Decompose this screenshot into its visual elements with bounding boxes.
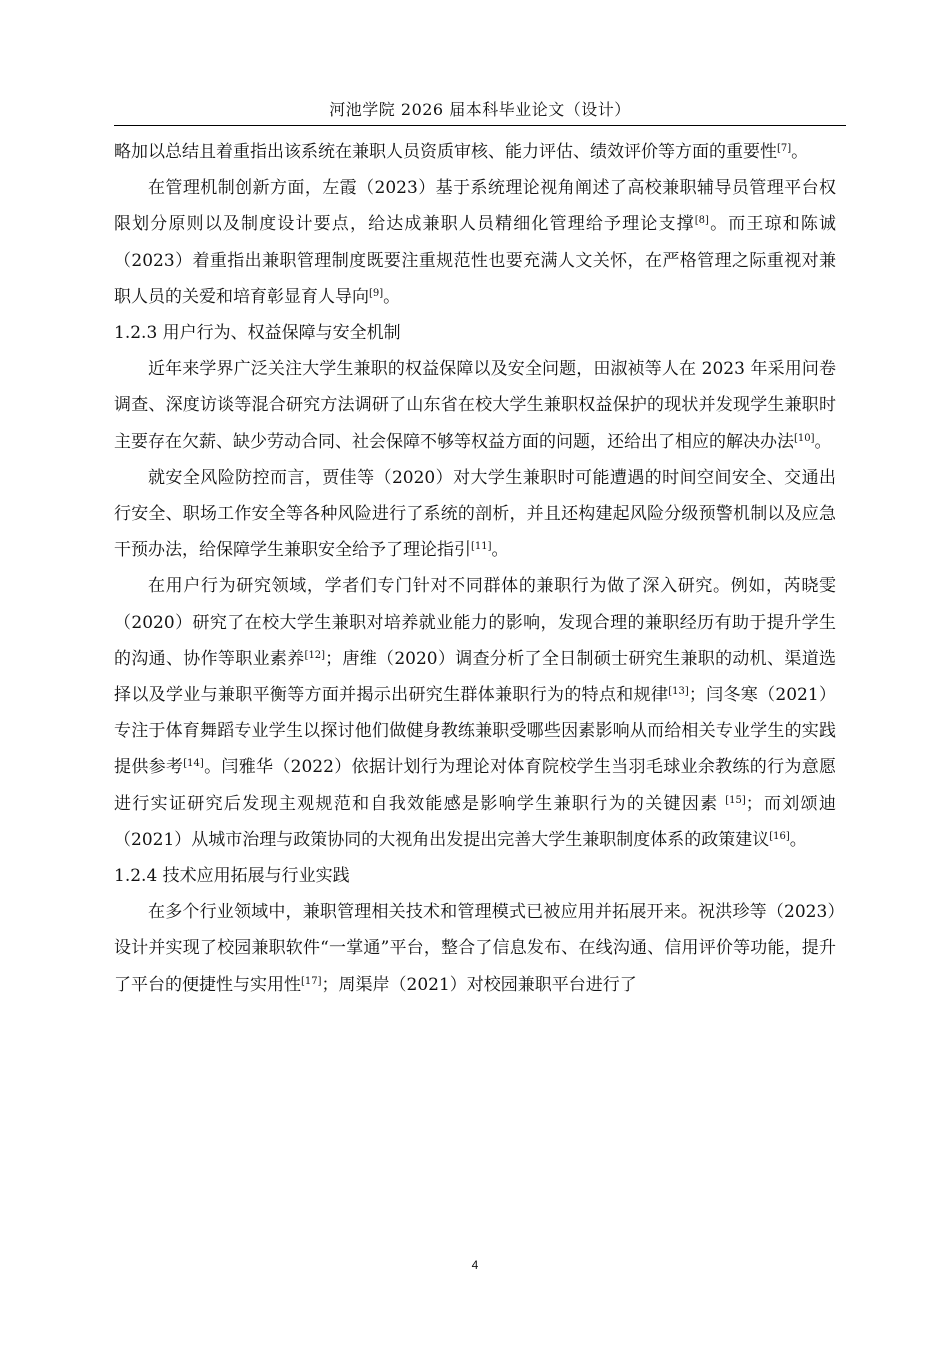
text-run: 。: [383, 286, 401, 307]
text-run: 在管理机制创新方面，左霞（2023）基于系统理论视角阐述了高校兼职辅导员管理平台权限划分原则以及制度设计要点，给达成兼职人员精细化管理给予理论支撑: [114, 178, 836, 235]
body-text: [114, 134, 836, 1003]
citation-marker: [16]: [769, 830, 790, 842]
page-header: 河池学院 2026 届本科毕业论文（设计）: [329, 100, 631, 119]
text-run: 在用户行为研究领域，学者们专门针对不同群体的兼职行为做了深入研究。例如，芮晓雯（2020）研究了在校大学生兼职对培养就业能力的影响，发现合理的兼职经历有助于提升学生的沟通、协作等职业素养: [114, 576, 836, 669]
body-paragraph: [114, 170, 836, 315]
text-run: 。而王琼和陈诚（2023）着重指出兼职管理制度既要注重规范性也要充满人文关怀，在严格管理之际重视对兼职人员的关爱和培育彰显育人导向: [114, 214, 836, 307]
citation-marker: [14]: [183, 758, 204, 770]
citation-marker: [13]: [668, 686, 689, 698]
text-run: 1.2.3 用户行为、权益保障与安全机制: [114, 323, 401, 344]
body-paragraph: [114, 460, 836, 569]
text-run: 。: [791, 142, 809, 162]
text-run: 。: [789, 829, 807, 850]
text-run: ；而刘颂迪（2021）从城市治理与政策协同的大视角出发提出完善大学生兼职制度体系的政策建议: [114, 793, 837, 850]
section-heading: [114, 858, 836, 894]
body-paragraph: [114, 351, 836, 460]
citation-marker: [10]: [794, 432, 815, 444]
citation-marker: [15]: [725, 794, 746, 806]
citation-marker: [11]: [471, 541, 492, 553]
section-heading: [114, 315, 836, 351]
text-run: 在多个行业领域中，兼职管理相关技术和管理模式已被应用并拓展开来。祝洪珍等（2023）设计并实现了校园兼职软件“一掌通”平台，整合了信息发布、在线沟通、信用评价等功能，提升了平台的便捷性与实用性: [114, 902, 836, 995]
text-run: 1.2.4 技术应用拓展与行业实践: [114, 866, 350, 887]
citation-marker: [9]: [369, 287, 384, 299]
citation-marker: [8]: [694, 215, 709, 227]
text-run: ；唐维（2020）调查分析了全日制硕士研究生兼职的动机、渠道选择以及学业与兼职平衡等方面并揭示出研究生群体兼职行为的特点和规律: [114, 648, 837, 706]
text-run: ；周渠岸（2021）对校园兼职平台进行了: [321, 974, 637, 995]
body-paragraph: [114, 134, 836, 170]
text-run: 近年来学界广泛关注大学生兼职的权益保障以及安全问题，田淑祯等人在 2023 年采用问卷调查、深度访谈等混合研究方法调研了山东省在校大学生兼职权益保护的现状并发现学生兼职时主要存在欠薪、缺少劳动合同、社会保障不够等权益方面的问题，还给出了相应的解决办法: [114, 359, 836, 452]
body-paragraph: [114, 568, 836, 858]
text-run: 就安全风险防控而言，贾佳等（2020）对大学生兼职时可能遭遇的时间空间安全、交通出行安全、职场工作安全等各种风险进行了系统的剖析，并且还构建起风险分级预警机制以及应急干预办法，给保障学生兼职安全给予了理论指引: [114, 467, 836, 561]
text-run: 。: [491, 540, 509, 561]
citation-marker: [7]: [777, 143, 792, 154]
text-run: 。闫雅华（2022）依据计划行为理论对体育院校学生当羽毛球业余教练的行为意愿进行实证研究后发现主观规范和自我效能感是影响学生兼职行为的关键因素: [114, 757, 837, 814]
citation-marker: [17]: [301, 975, 322, 987]
page-number: 4: [471, 1258, 479, 1272]
text-run: ；闫冬寒（2021）专注于体育舞蹈专业学生以探讨他们做健身教练兼职受哪些因素影响从而给相关专业学生的实践提供参考: [114, 685, 837, 778]
text-run: 。: [814, 431, 832, 452]
header-rule: [114, 125, 846, 126]
body-paragraph: [114, 894, 836, 1003]
text-run: 略加以总结且着重指出该系统在兼职人员资质审核、能力评估、绩效评价等方面的重要性: [114, 142, 777, 162]
citation-marker: [12]: [304, 649, 326, 661]
